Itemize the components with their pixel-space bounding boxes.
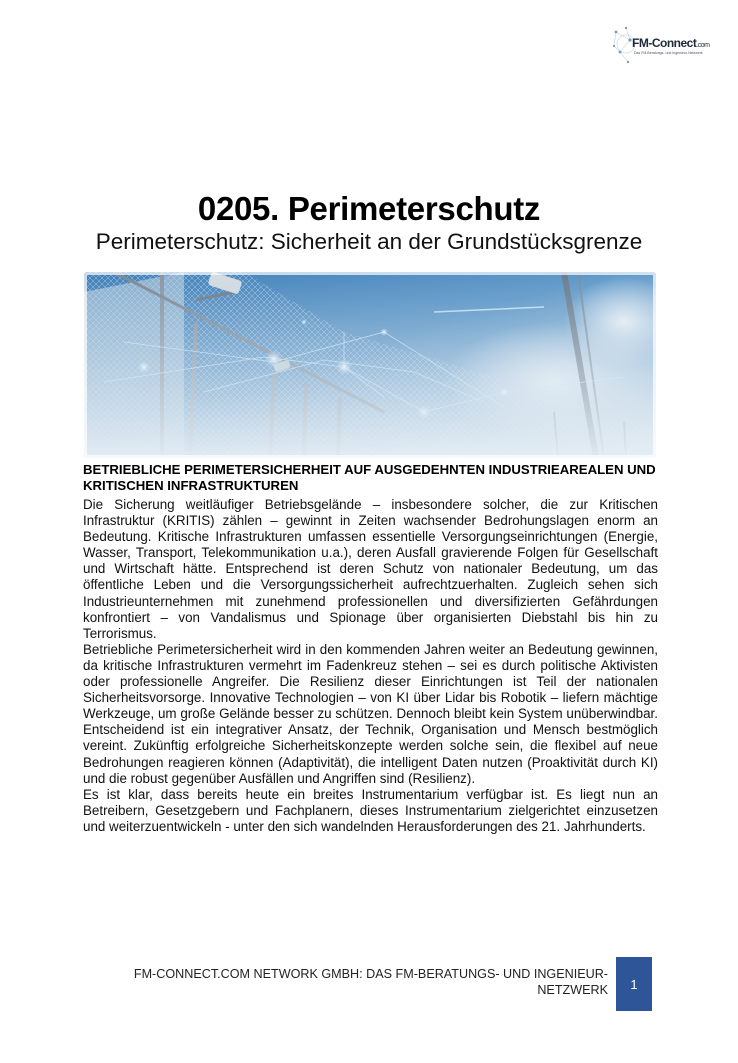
paragraph: Es ist klar, dass bereits heute ein breites Instrumentarium verfügbar ist. Es liegt nun an Betreibern, Gesetzgebern und Fachplanern, dieses Instrumentarium zielgerichtet einzusetzen und weiterzuentwickeln - unter den sich wandelnden Herausforderungen des 21. Jahrhunderts. [83,786,658,834]
logo-tagline: Das FM-Beratungs- und Ingenieur-Netzwerk [634,51,703,55]
security-fence-image [84,272,656,458]
footer-company-text: FM-CONNECT.COM NETWORK GMBH: DAS FM-BERATUNGS- UND INGENIEUR-NETZWERK [133,967,608,997]
company-logo [612,24,710,66]
section-heading: BETRIEBLICHE PERIMETERSICHERHEIT AUF AUSGEDEHNTEN INDUSTRIEAREALEN UND KRITISCHEN INFRASTRUKTUREN [83,462,656,493]
paragraph: Betriebliche Perimetersicherheit wird in den kommenden Jahren weiter an Bedeutung gewinnen, da kritische Infrastrukturen vermehrt im Fadenkreuz stehen – sei es durch politische Aktivisten oder professionelle Angreifer. Die Resilienz dieser Einrichtungen ist Teil der nationalen Sicherheitsvorsorge. Innovative Technologien – von KI über Lidar bis Robotik – liefern mächtige Werkzeuge, um große Gelände besser zu schützen. Dennoch bleibt kein System unüberwindbar. Entscheidend ist ein integrativer Ansatz, der Technik, Organisation und Mensch bestmöglich vereint. Zukünftig erfolgreiche Sicherheitskonzepte werden solche sein, die flexibel auf neue Bedrohungen reagieren können (Adaptivität), die intelligent Daten nutzen (Proaktivität durch KI) und die robust gegenüber Ausfällen und Angriffen sind (Resilienz). [83,641,658,786]
paragraph: Die Sicherung weitläufiger Betriebsgelände – insbesondere solcher, die zur Kritischen Infrastruktur (KRITIS) zählen – gewinnt in Zeiten wachsender Bedrohungslagen enorm an Bedeutung. Kritische Infrastrukturen umfassen essentielle Versorgungseinrichtungen (Energie, Wasser, Transport, Telekommunikation u.a.), deren Ausfall gravierende Folgen für Gesellschaft und Wirtschaft hätte. Entsprechend ist deren Schutz von nationaler Bedeutung, um das öffentliche Leben und die Versorgungssicherheit aufrechtzuerhalten. Zugleich sehen sich Industrieunternehmen mit zunehmend professionellen und diversifizierten Gefährdungen konfrontiert – von Vandalismus und Spionage über organisierten Diebstahl bis hin zu Terrorismus. [83,497,658,641]
page-number: 1 [630,976,638,992]
document-subtitle: Perimeterschutz: Sicherheit an der Grundstücksgrenze [95,229,643,254]
logo-suffix: .com [696,42,710,49]
page-number-badge [616,957,652,1011]
document-title: 0205. Perimeterschutz [197,190,541,227]
logo-name: FM-Connect [632,36,697,50]
logo-wordmark [632,36,710,50]
section-body [83,497,658,835]
hero-image [84,272,656,458]
